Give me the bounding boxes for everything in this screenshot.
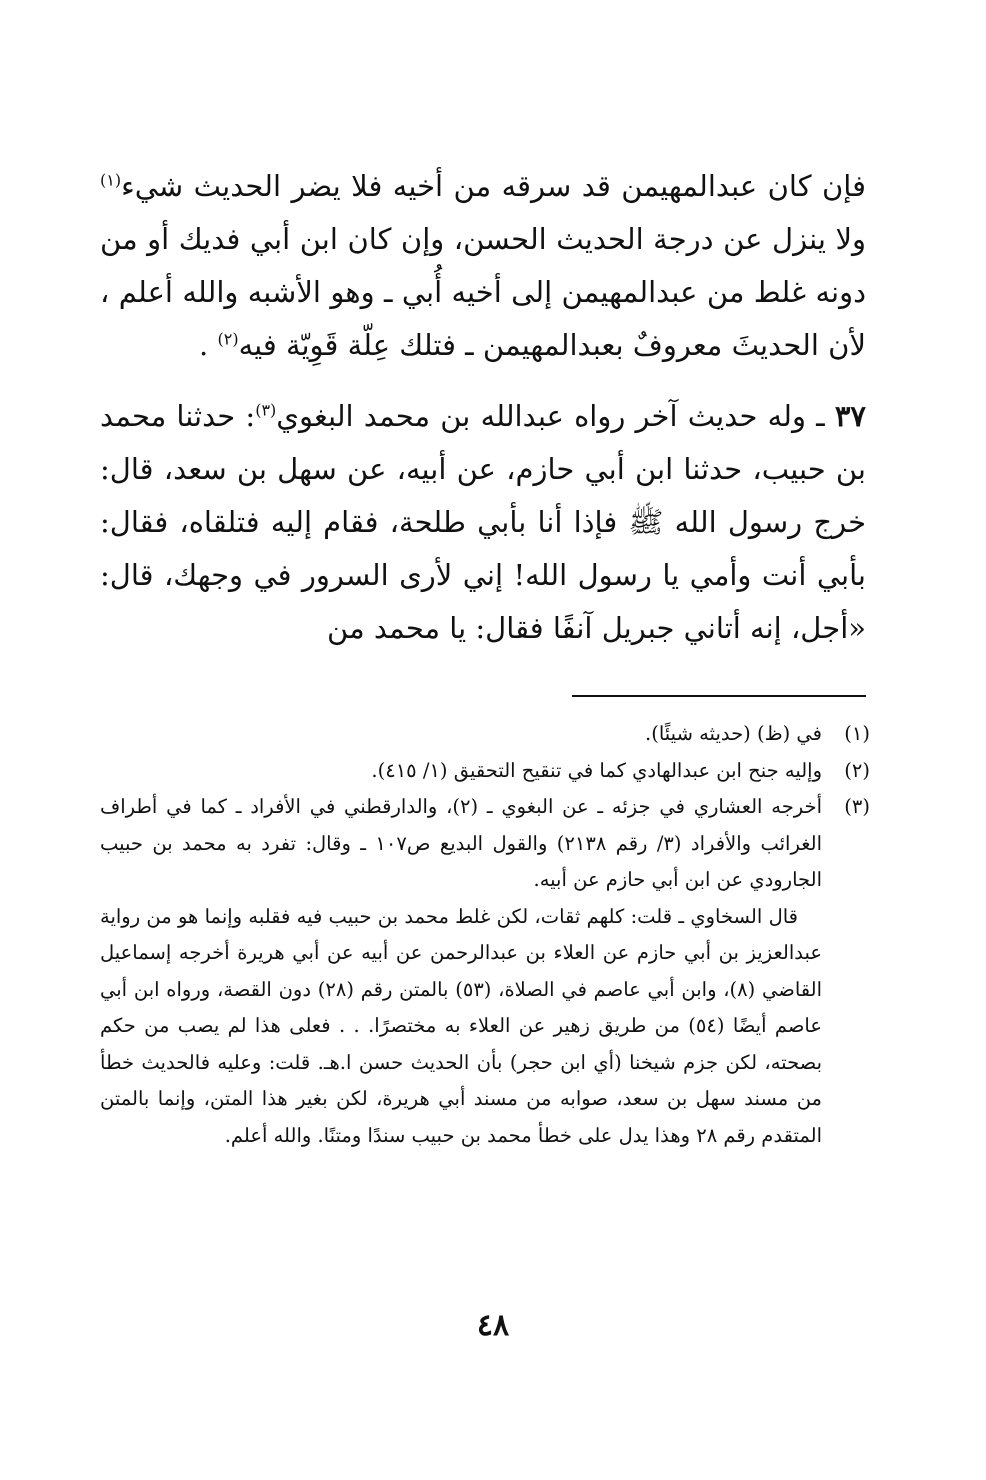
main-paragraph-2-text-cont: : حدثنا محمد بن حبيب، حدثنا ابن أبي حازم، عن أبيه، عن سهل بن سعد، قال: خرج رسول الله ﷺ فإذا أنا بأبي طلحة، فقام إليه فتلقاه، فقال: بأبي أنت وأمي يا رسول الله! إني لأرى السرور في وجهك، قال: «أجل، إنه أتاني جبريل آنفًا فقال: يا محمد من — [100, 399, 866, 645]
footnote-ref-1: (١) — [100, 170, 122, 190]
footnote-separator — [572, 695, 866, 697]
page-number: ٤٨ — [476, 1308, 510, 1343]
main-text — [100, 160, 866, 655]
main-paragraph-2-text: ـ وله حديث آخر رواه عبدالله بن محمد البغوي — [276, 399, 835, 433]
footnote-2 — [100, 753, 870, 790]
footnote-1-number: (١) — [844, 722, 870, 745]
footnote-ref-2: (٢) — [217, 329, 239, 349]
footnote-1-text: في (ظ) (حديثه شيئًا). — [645, 722, 822, 745]
footnote-1 — [100, 716, 870, 753]
footnote-3-body — [100, 789, 822, 1154]
footnote-2-text: وإليه جنح ابن عبدالهادي كما في تنقيح التحقيق (١/ ٤١٥). — [371, 758, 822, 782]
footnote-3-number: (٣) — [844, 795, 870, 818]
footnote-2-body — [100, 753, 822, 790]
hadith-number: ٣٧ — [834, 399, 866, 433]
footnote-3-sakhawi-quote: قال السخاوي ـ قلت: كلهم ثقات، لكن غلط محمد بن حبيب فيه فقلبه وإنما هو من رواية عبدالعزيز بن أبي حازم عن العلاء بن عبدالرحمن عن أبيه عن أبي هريرة أخرجه إسماعيل القاضي (٨)، وابن أبي عاصم في الصلاة، (٥٣) بالمتن رقم (٢٨) دون القصة، ورواه ابن أبي عاصم أيضًا (٥٤) من طريق زهير عن العلاء به مختصرًا. . . فعلى هذا لم يصب من حكم بصحته، لكن جزم شيخنا (أي ابن حجر) بأن الحديث حسن ا.هـ. قلت: وعليه فالحديث خطأ من مسند سهل بن سعد، صوابه من مسند أبي هريرة، لكن بغير هذا المتن، وإنما بالمتن المتقدم رقم ٢٨ وهذا يدل على خطأ محمد بن حبيب سندًا ومتنًا. والله أعلم. — [100, 904, 822, 1147]
footnote-1-body — [100, 716, 822, 753]
footnote-3-text: أخرجه العشاري في جزئه ـ عن البغوي ـ (٢)، والدارقطني في الأفراد ـ كما في أطراف الغرائب والأفراد (٣/ رقم ٢١٣٨) والقول البديع ص١٠٧ ـ وقال: تفرد به محمد بن حبيب الجارودي عن ابن أبي حازم عن أبيه. — [100, 795, 822, 891]
footnote-2-number: (٢) — [844, 758, 870, 782]
main-paragraph-1-end: . — [199, 328, 218, 362]
main-paragraph-2 — [100, 390, 866, 655]
footnote-ref-3: (٣) — [255, 400, 277, 420]
footnote-3 — [100, 789, 870, 1154]
footnotes — [100, 716, 870, 1154]
main-paragraph-1-text-cont: ولا ينزل عن درجة الحديث الحسن، وإن كان ابن أبي فديك أو من دونه غلط من عبدالمهيمن إلى أخيه أُبي ـ وهو الأشبه والله أعلم ، لأن الحديثَ معروفٌ بعبدالمهيمن ـ فتلك عِلّة قَوِيّة فيه — [100, 222, 866, 362]
main-paragraph-1-text: فإن كان عبدالمهيمن قد سرقه من أخيه فلا يضر الحديث شيء — [121, 169, 866, 203]
main-paragraph-1 — [100, 160, 866, 372]
